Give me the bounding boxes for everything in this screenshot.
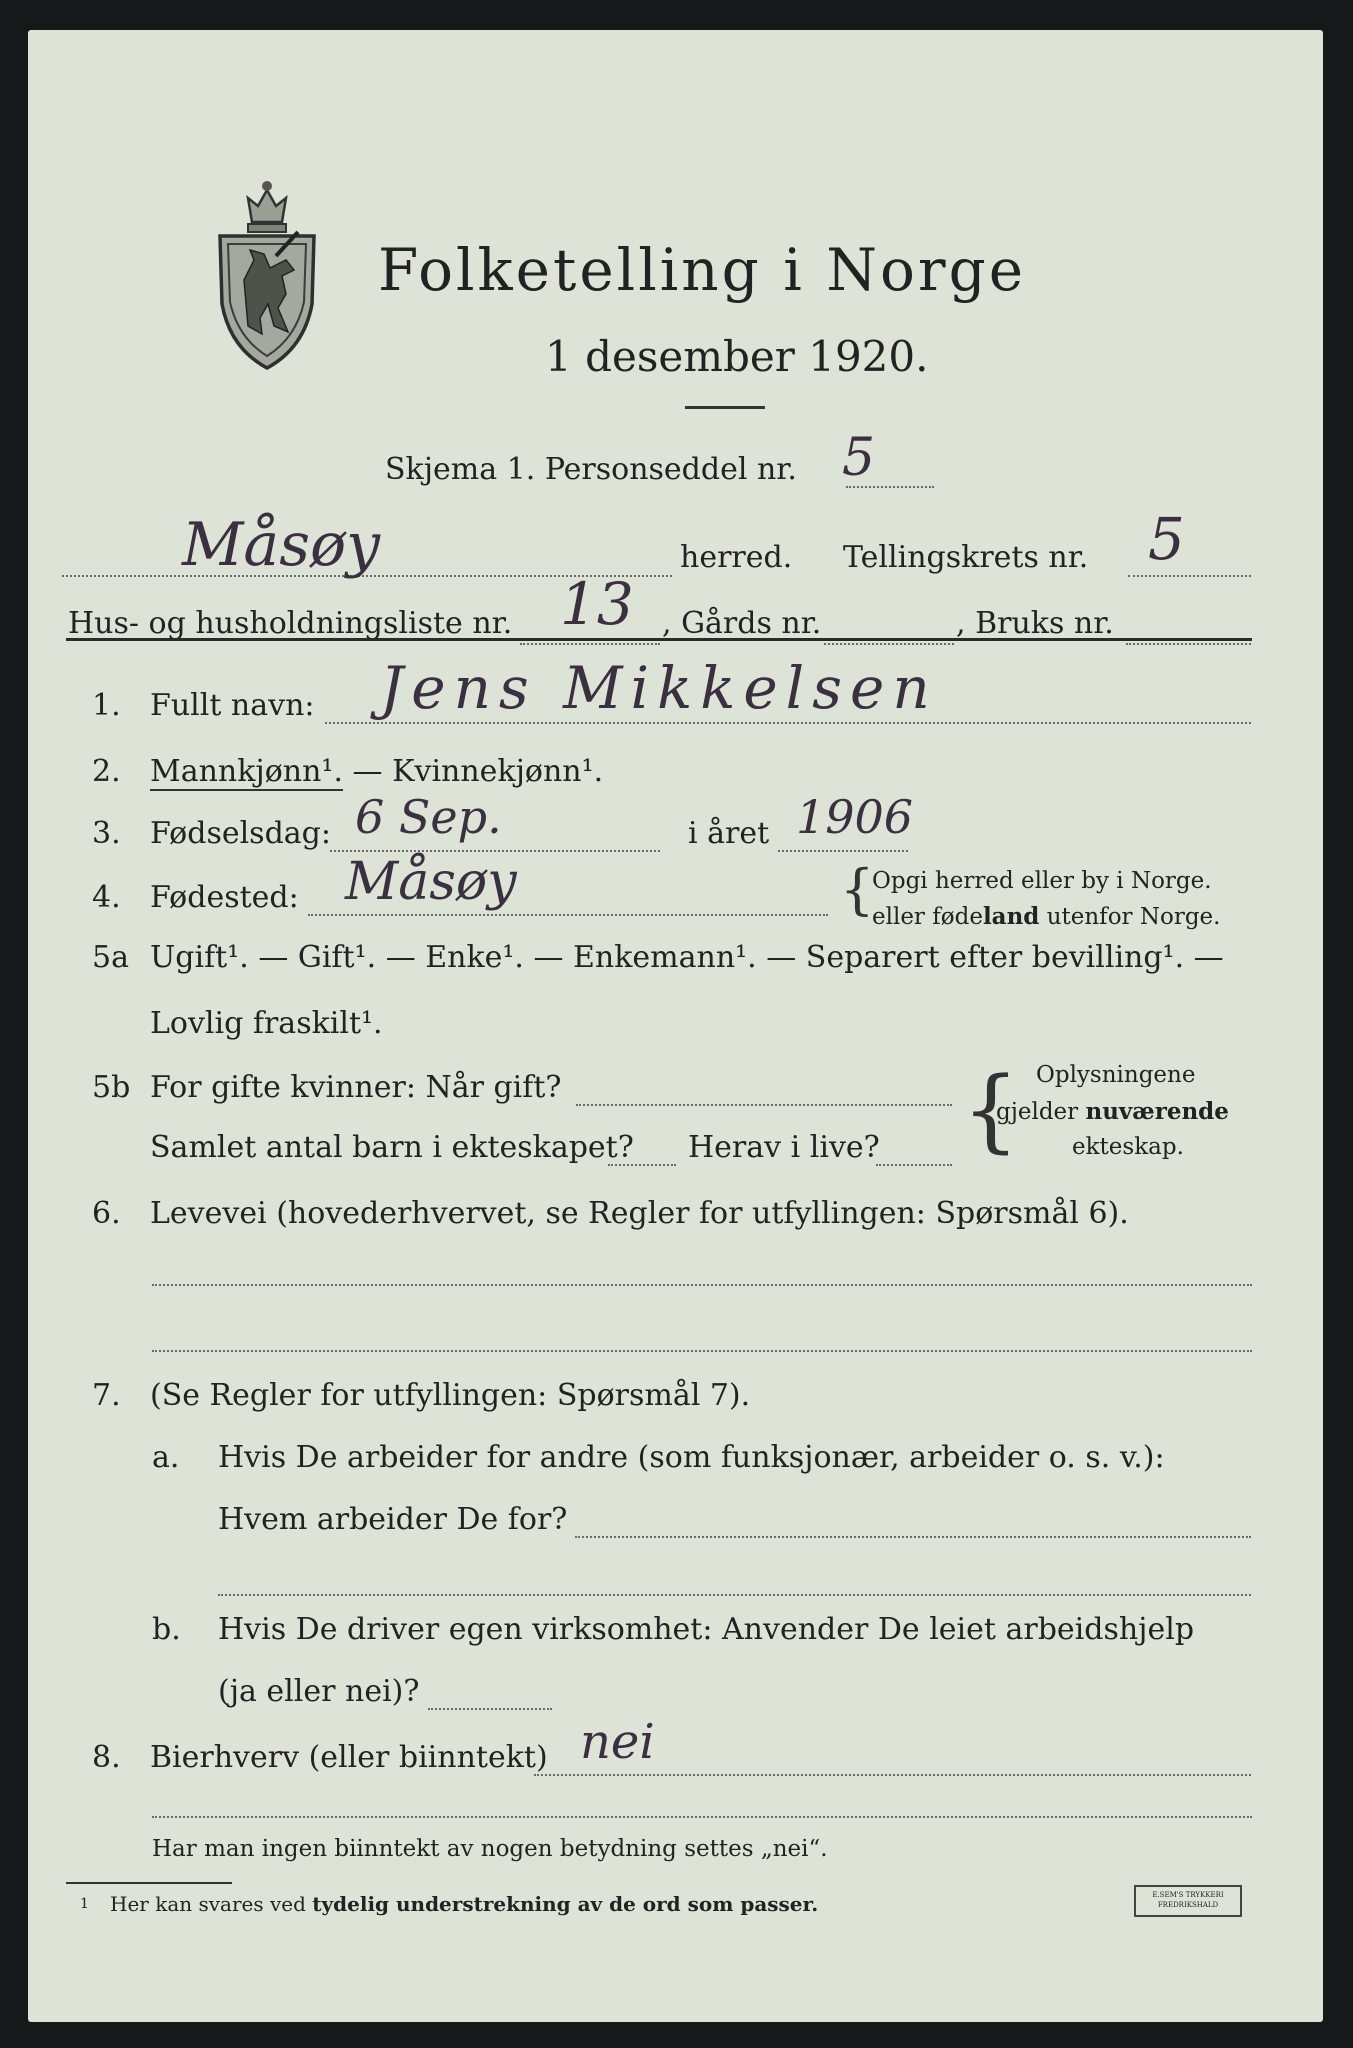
side-income-field-line2[interactable]: [152, 1816, 1252, 1818]
hired-help-field[interactable]: [428, 1708, 552, 1710]
gards-label: , Gårds nr.: [662, 606, 822, 641]
footnote-text-a: Her kan svares ved: [110, 1892, 313, 1916]
tellingskrets-field[interactable]: [1128, 575, 1251, 577]
footnote-rule: [66, 1882, 232, 1884]
husholdningsliste-number: 13: [560, 570, 634, 638]
printer-stamp: [1134, 1885, 1242, 1917]
q6-number: 6.: [92, 1196, 121, 1231]
q4-note-line1: Opgi herred eller by i Norge.: [872, 868, 1212, 894]
q1-label: Fullt navn:: [150, 688, 315, 723]
birth-year-value: 1906: [796, 790, 914, 844]
occupation-field-line1[interactable]: [152, 1284, 1252, 1286]
side-income-value: nei: [580, 1714, 655, 1770]
q5b-children-label: Samlet antal barn i ekteskapet?: [150, 1130, 634, 1165]
q2-number: 2.: [92, 754, 121, 789]
q5b-note-line1: Oplysningene: [1036, 1062, 1196, 1088]
q5b-brace: {: [962, 1058, 1020, 1163]
option-separator: —: [343, 754, 393, 789]
birthplace-field[interactable]: [308, 914, 828, 916]
q8-label: Bierhverv (eller biinntekt): [150, 1740, 548, 1775]
q8-instruction: Har man ingen biinntekt av nogen betydning settes „nei“.: [152, 1836, 828, 1862]
tellingskrets-label: Tellingskrets nr.: [843, 540, 1089, 575]
husholdningsliste-label: Hus- og husholdningsliste nr.: [68, 606, 513, 641]
herred-label: herred.: [680, 540, 793, 575]
q4-number: 4.: [92, 880, 121, 915]
q1-number: 1.: [92, 688, 121, 723]
q7-label: (Se Regler for utfyllingen: Spørsmål 7).: [150, 1378, 751, 1413]
marital-status-options-cont[interactable]: Lovlig fraskilt¹.: [150, 1006, 383, 1041]
birth-year-field[interactable]: [778, 850, 908, 852]
q5b-married-label: For gifte kvinner: Når gift?: [150, 1070, 562, 1105]
personseddel-number: 5: [842, 428, 876, 488]
employer-field[interactable]: [575, 1536, 1251, 1538]
q5a-number: 5a: [92, 940, 129, 975]
census-date: 1 desember 1920.: [545, 332, 929, 381]
children-alive-field[interactable]: [876, 1164, 952, 1166]
q7b-line1: Hvis De driver egen virksomhet: Anvender De leiet arbeidshjelp: [218, 1612, 1195, 1647]
q5b-note-line2: [996, 1098, 1229, 1125]
q4-note-text-a: eller føde: [872, 904, 983, 930]
full-name-value: Jens Mikkelsen: [380, 654, 938, 722]
q7b-number: b.: [152, 1612, 181, 1647]
header-divider: [66, 638, 1252, 641]
birthdate-value: 6 Sep.: [355, 790, 502, 844]
coat-of-arms-icon: [214, 176, 320, 372]
q3-label: Fødselsdag:: [150, 816, 331, 851]
q6-label: Levevei (hovederhvervet, se Regler for utfyllingen: Spørsmål 6).: [150, 1196, 1129, 1231]
q5b-note-line3: ekteskap.: [1072, 1134, 1184, 1160]
children-count-field[interactable]: [608, 1164, 676, 1166]
q4-note-line2: [872, 903, 1220, 930]
printer-stamp-line2: FREDRIKSHALD: [1157, 1901, 1219, 1909]
printer-stamp-line1: E.SEM'S TRYKKERI: [1152, 1891, 1224, 1899]
birthplace-value: Måsøy: [345, 852, 517, 912]
q4-brace: {: [840, 858, 875, 921]
q4-note-text-b: land: [982, 903, 1040, 930]
q5b-alive-label: Herav i live?: [688, 1130, 880, 1165]
q8-number: 8.: [92, 1740, 121, 1775]
q4-label: Fødested:: [150, 880, 299, 915]
q2-options: [150, 754, 603, 789]
full-name-field[interactable]: [325, 722, 1251, 724]
q7a-number: a.: [152, 1440, 180, 1475]
side-income-field[interactable]: [534, 1774, 1251, 1776]
schema-label: Skjema 1. Personseddel nr.: [385, 452, 797, 487]
footnote-text-b: tydelig understrekning av de ord som passer.: [312, 1892, 819, 1916]
option-mannkjonn[interactable]: Mannkjønn¹.: [150, 754, 343, 789]
married-when-field[interactable]: [576, 1104, 952, 1106]
q7a-line1: Hvis De arbeider for andre (som funksjonær, arbeider o. s. v.):: [218, 1440, 1165, 1475]
q7-number: 7.: [92, 1378, 121, 1413]
gards-field[interactable]: [824, 643, 954, 645]
herred-name: Måsøy: [182, 510, 381, 580]
form-title: Folketelling i Norge: [378, 236, 1027, 304]
q4-note-text-c: utenfor Norge.: [1039, 904, 1221, 930]
footnote-text: [110, 1892, 818, 1916]
husholdningsliste-field[interactable]: [520, 643, 660, 645]
q7a-employer-label: Hvem arbeider De for?: [218, 1502, 568, 1537]
employer-field-line2[interactable]: [218, 1594, 1251, 1596]
marital-status-options[interactable]: Ugift¹. — Gift¹. — Enke¹. — Enkemann¹. — Separert efter bevilling¹. —: [150, 940, 1224, 975]
option-kvinnekjonn[interactable]: Kvinnekjønn¹.: [392, 754, 604, 789]
bruks-label: , Bruks nr.: [956, 606, 1114, 641]
q3-number: 3.: [92, 816, 121, 851]
q5b-note-nuvaerende: nuværende: [1085, 1098, 1229, 1125]
year-label: i året: [688, 816, 770, 851]
tellingskrets-number: 5: [1148, 505, 1185, 573]
q7b-yes-no-label: (ja eller nei)?: [218, 1674, 420, 1709]
occupation-field-line2[interactable]: [152, 1350, 1252, 1352]
q5b-number: 5b: [92, 1070, 131, 1105]
title-rule: [685, 406, 765, 409]
q5b-note-gjelder: gjelder: [996, 1099, 1086, 1125]
footnote-mark: 1: [80, 1896, 89, 1912]
bruks-field[interactable]: [1126, 643, 1251, 645]
